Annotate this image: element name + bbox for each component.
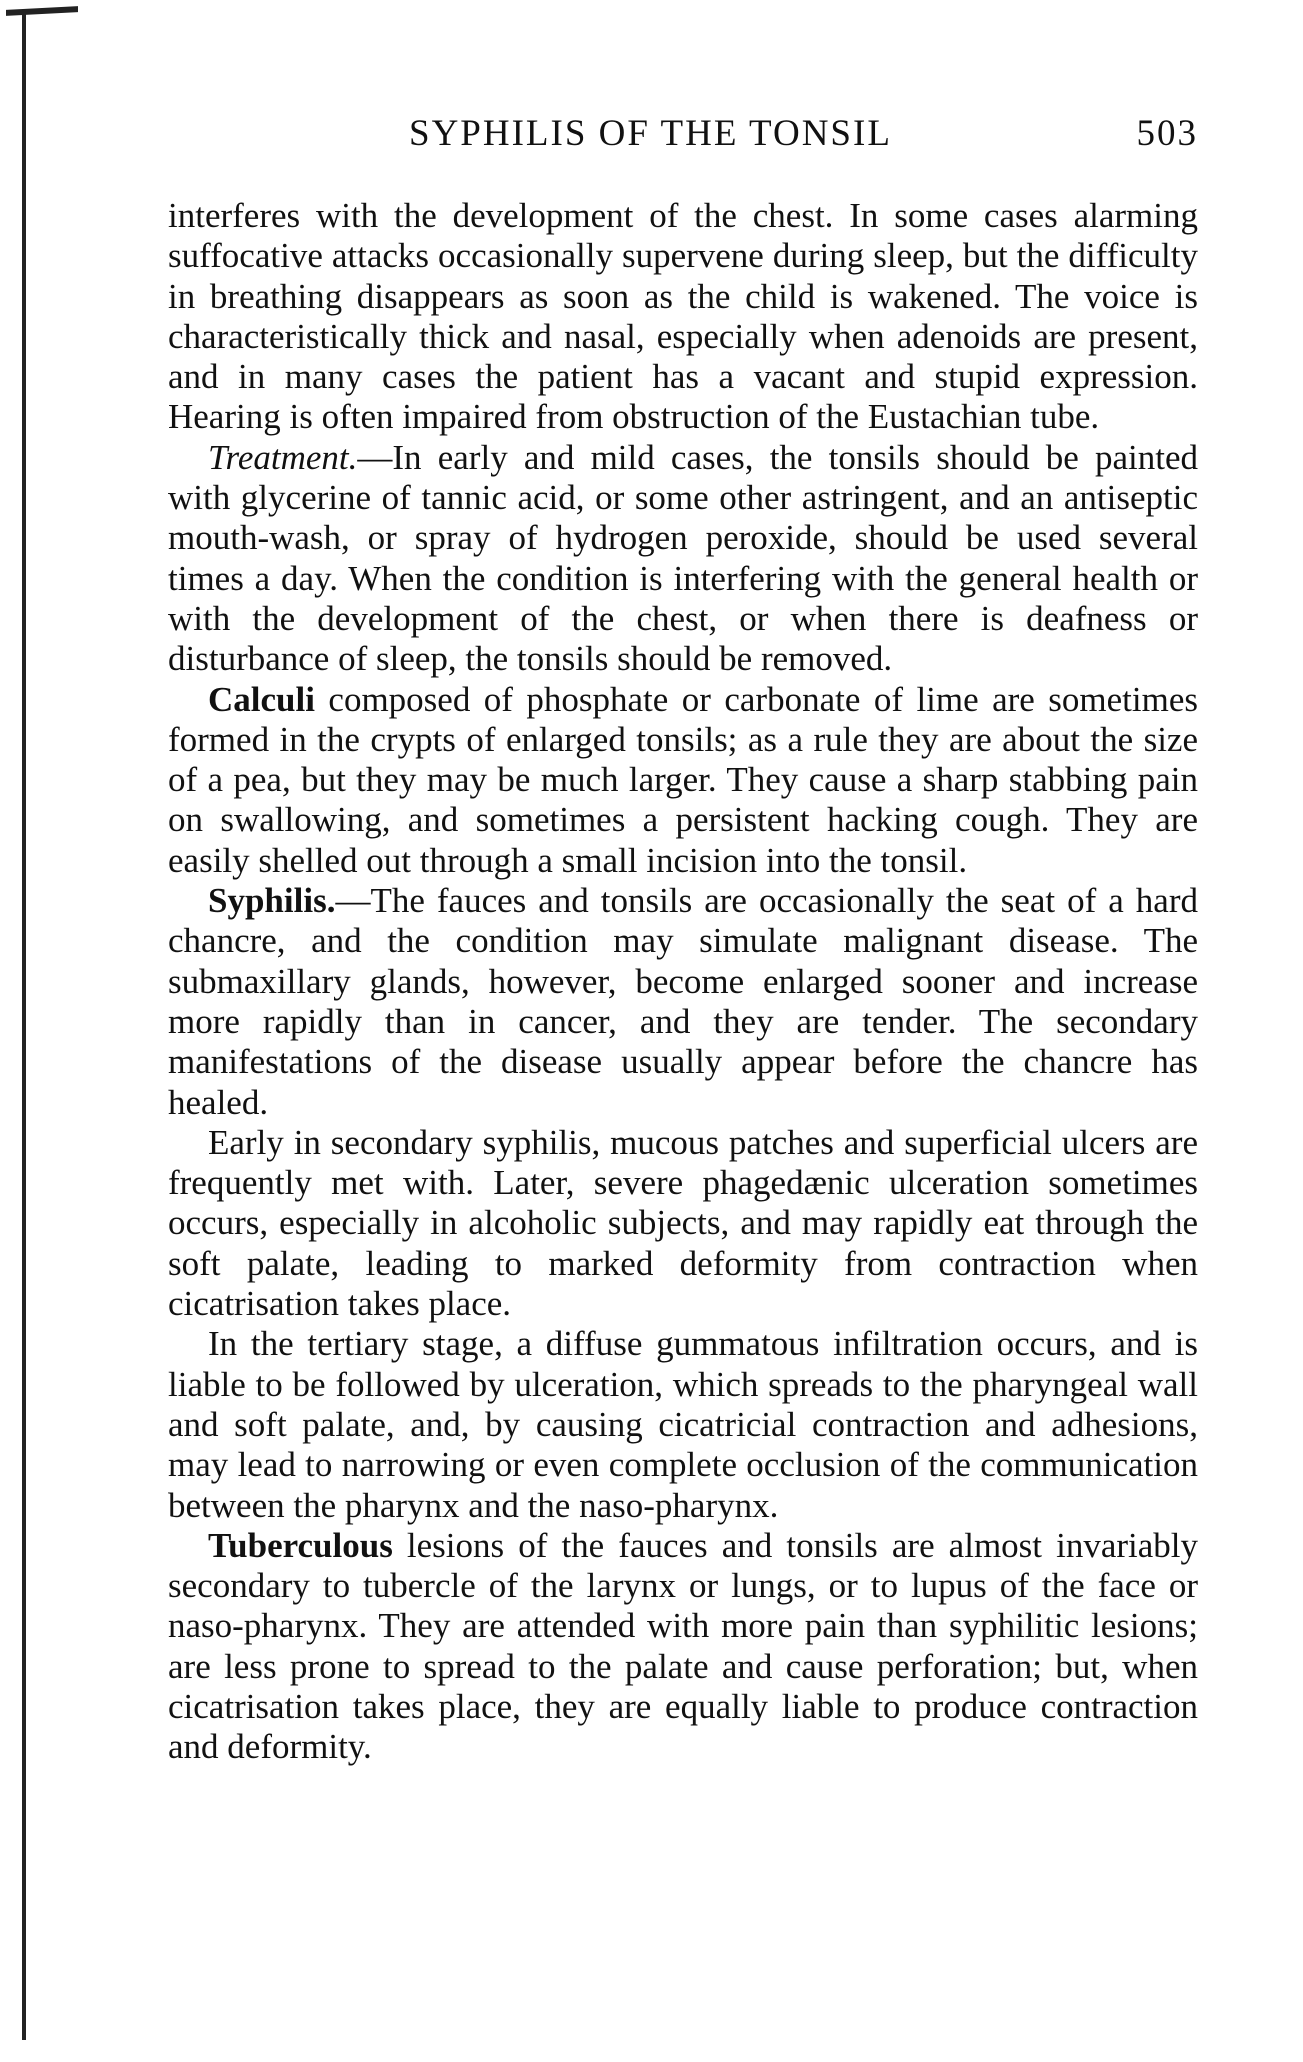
paragraph-lead: Treatment. (208, 437, 358, 477)
paragraph-lead: Calculi (208, 679, 315, 719)
paragraph-text: In the tertiary stage, a diffuse gummatous infiltration occurs, and is liable to be followed by ulceration, which spreads to the pharyngeal wall and soft palate, and, by causing cicatricial contraction and adhesions, may lead to narrowing or even complete occlusion of the communication between the pharynx and the naso-pharynx. (168, 1324, 1198, 1525)
paragraph-text: —In early and mild cases, the tonsils should be painted with glycerine of tannic acid, or some other astringent, and an antiseptic mouth-wash, or spray of hydrogen peroxide, should be used several times a day. When the condition is interfering with the general health or with the development of the chest, or when there is deafness or disturbance of sleep, the tonsils should be removed. (168, 437, 1198, 679)
paragraph-tuberculous (168, 1526, 1198, 1768)
paragraph-text: composed of phosphate or carbonate of lime are sometimes formed in the crypts of enlarged tonsils; as a rule they are about the size of a pea, but they may be much larger. They cause a sharp stabbing pain on swallowing, and sometimes a persistent hacking cough. They are easily shelled out through a small incision into the tonsil. (168, 679, 1198, 880)
paragraph-secondary-syphilis (168, 1123, 1198, 1324)
paragraph-text: interferes with the development of the chest. In some cases alarming suffocative attacks occasionally supervene during sleep, but the difficulty in breathing disappears as soon as the child is wakened. The voice is characteristically thick and nasal, especially when adenoids are present, and in many cases the patient has a vacant and stupid expression. Hearing is often impaired from obstruction of the Eustachian tube. (168, 196, 1198, 437)
running-title: SYPHILIS OF THE TONSIL (409, 113, 892, 154)
paragraph-calculi (168, 680, 1198, 881)
paragraph-text: Early in secondary syphilis, mucous patches and superficial ulcers are frequently met with. Later, severe phagedænic ulceration sometimes occurs, especially in alcoholic subjects, and may rapidly eat through the soft palate, leading to marked deformity from contraction when cicatrisation takes place. (168, 1122, 1198, 1324)
paragraph-continued-chest (168, 196, 1198, 438)
page-number: 503 (1136, 113, 1198, 154)
paragraph-lead: Tuberculous (208, 1525, 393, 1565)
body-text (168, 196, 1198, 1768)
paragraph-lead: Syphilis. (208, 881, 336, 921)
running-head (168, 112, 1198, 158)
page-corner-mark (6, 6, 78, 16)
paragraph-text: lesions of the fauces and tonsils are almost invariably secondary to tubercle of the larynx or lungs, or to lupus of the face or naso-pharynx. They are attended with more pain than syphilitic lesions; are less prone to spread to the palate and cause perforation; but, when cicatrisation takes place, they are equally liable to produce contraction and deformity. (168, 1525, 1198, 1767)
paragraph-text: —The fauces and tonsils are occasionally the seat of a hard chancre, and the condition may simulate malignant disease. The submaxillary glands, however, become enlarged sooner and increase more rapidly than in cancer, and they are tender. The secondary manifestations of the disease usually appear before the chancre has healed. (168, 881, 1198, 1122)
paragraph-treatment (168, 438, 1198, 680)
paragraph-syphilis (168, 881, 1198, 1123)
paragraph-tertiary-stage (168, 1324, 1198, 1525)
page-margin-rule (22, 10, 26, 2040)
